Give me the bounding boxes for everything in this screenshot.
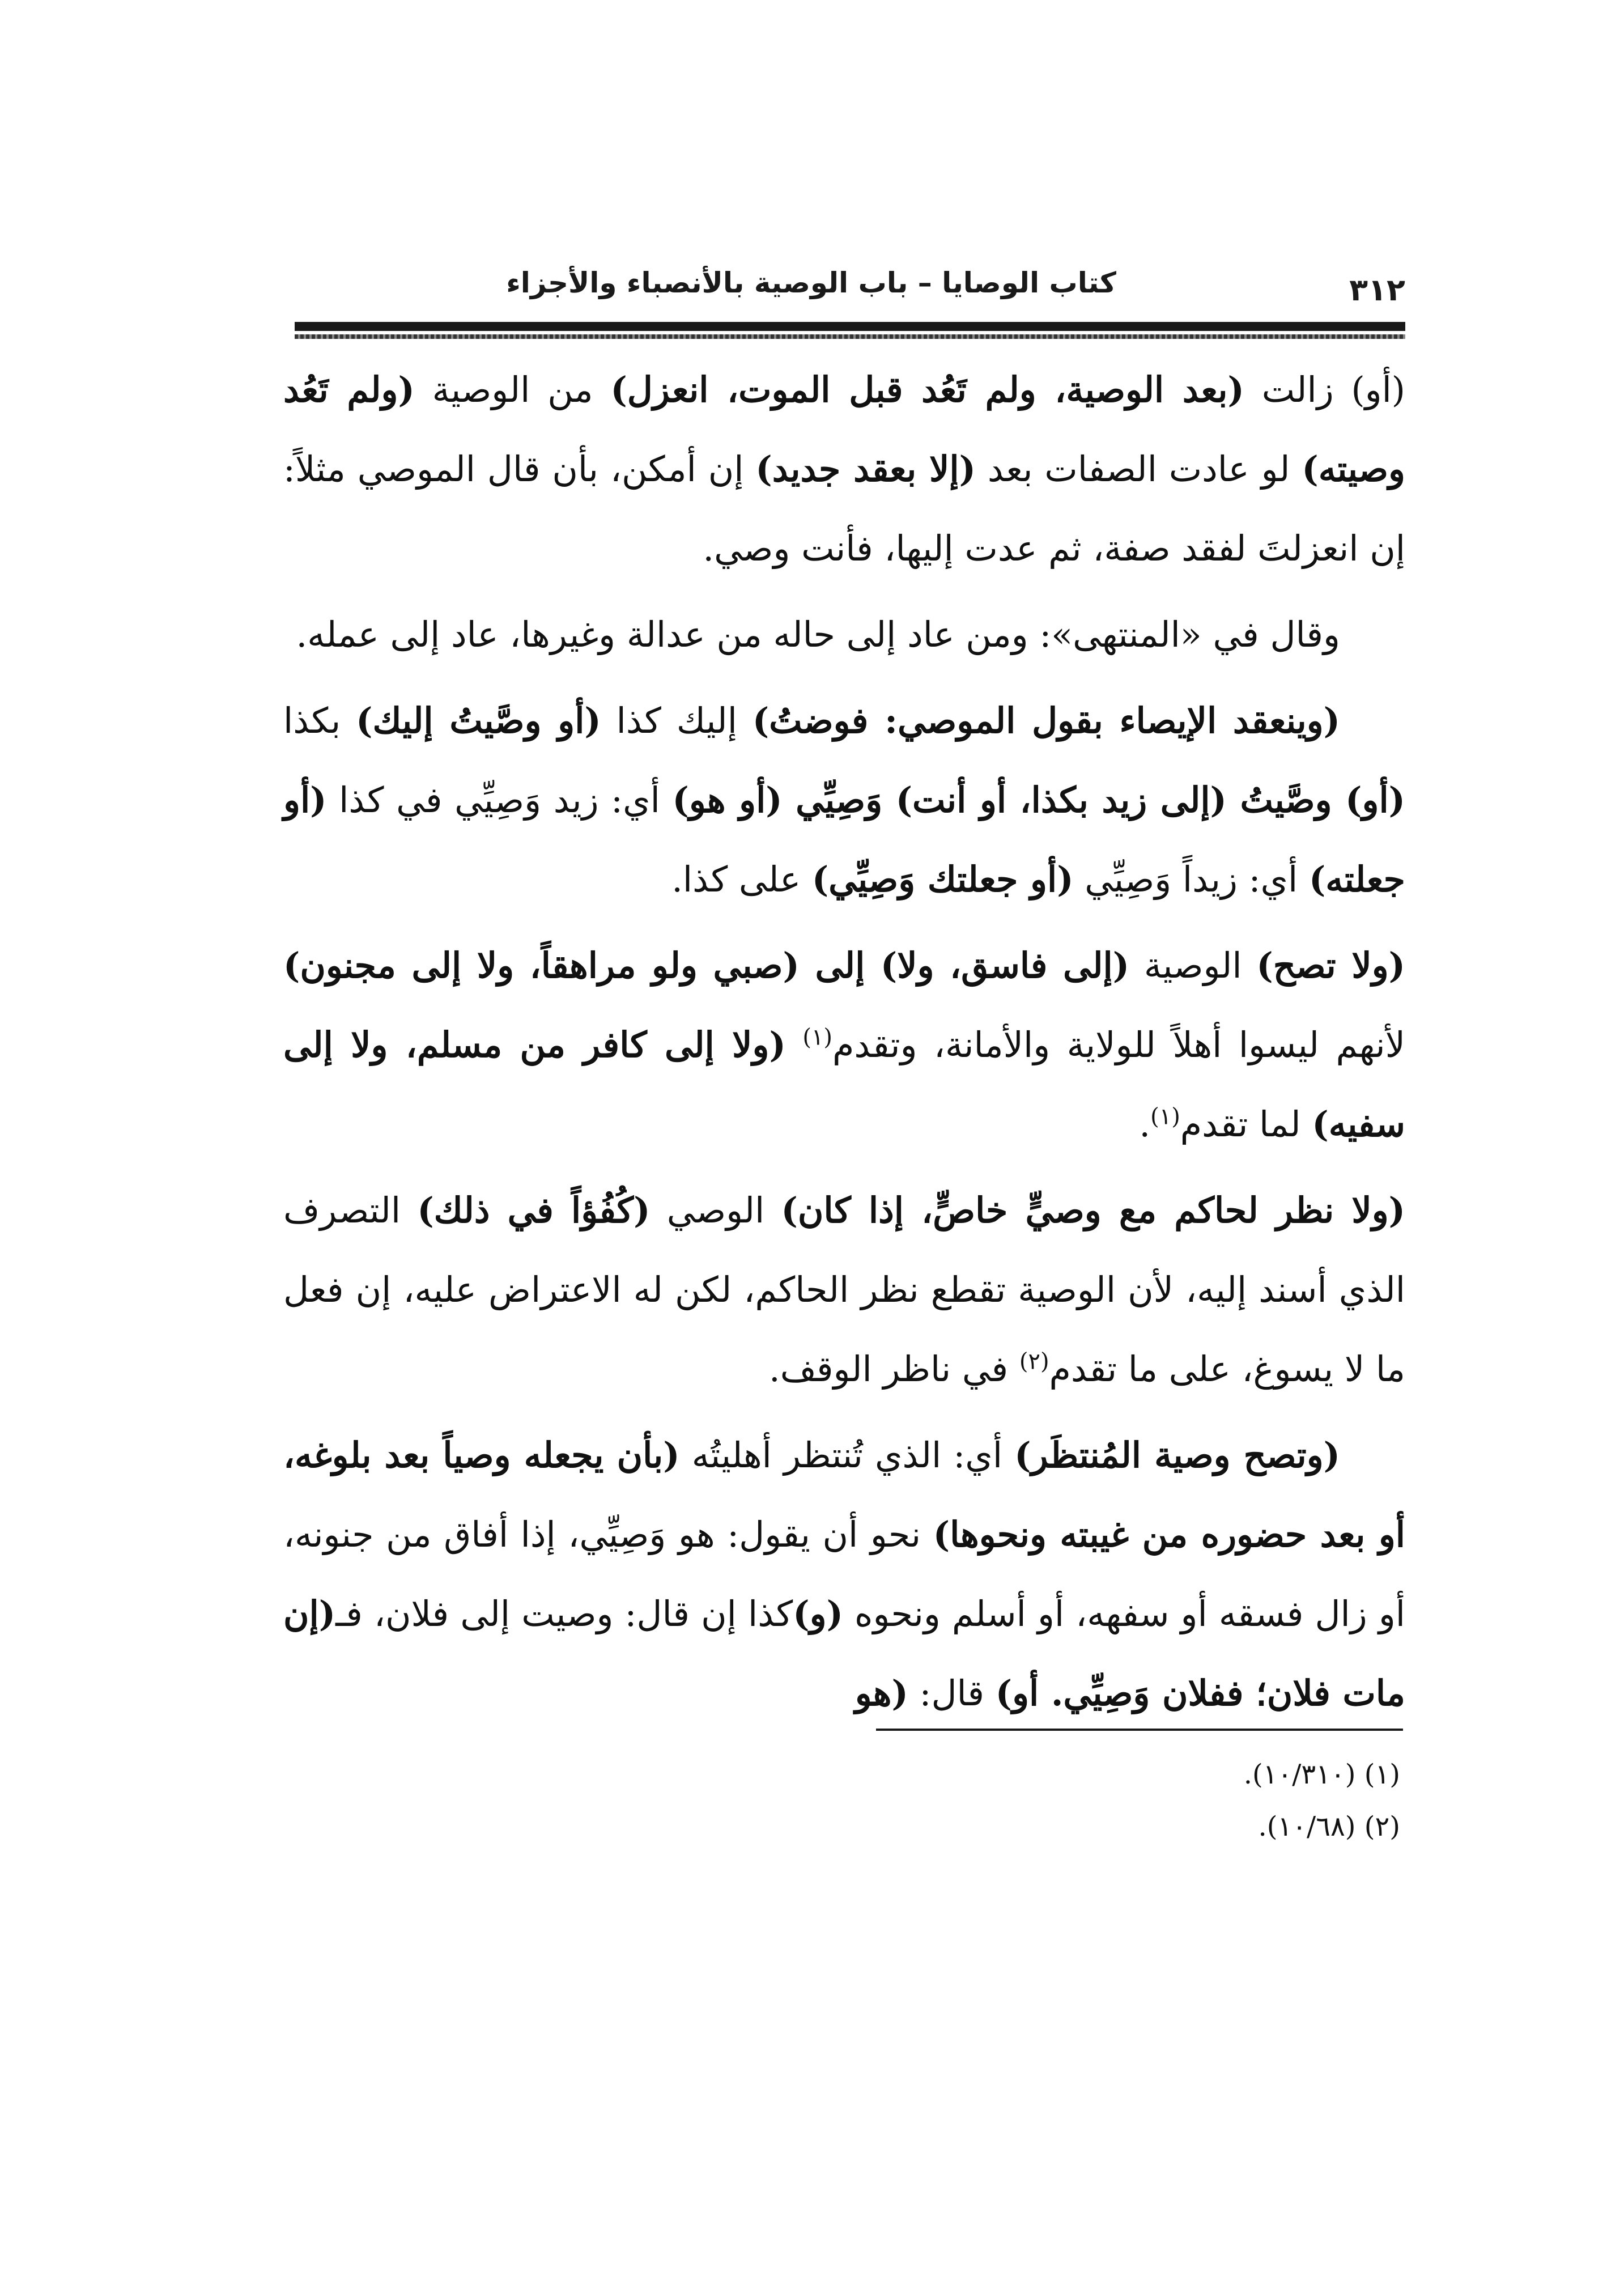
sharh-text: الوصي [650, 1190, 781, 1231]
matn-text: (وتصح وصية المُنتظَر) [1014, 1434, 1340, 1476]
sharh-text: لو عادت الصفات بعد [975, 448, 1302, 490]
header-rule [295, 322, 1405, 331]
header-rule-secondary [295, 334, 1405, 339]
matn-text: (ولم تَعُد وصيته) [283, 369, 1405, 490]
paragraph [283, 1171, 1405, 1409]
sharh-text: من الوصية [414, 369, 611, 410]
matn-text: (هو [854, 1672, 908, 1714]
sharh-text: نحو أن يقول: هو وَصِيِّي، إذا أفاق من جنونه، أو زال فسقه أو سفهه، أو أسلم ونحوه [283, 1514, 1406, 1634]
matn-text: (بأن يجعله وصياً بعد بلوغه، أو بعد حضوره من غيبته ونحوها) [283, 1434, 1405, 1555]
body-text [283, 350, 1405, 1740]
running-title: كتاب الوصايا – باب الوصية بالأنصباء والأجزاء [506, 266, 1116, 299]
footnote-2: (٢) (١٠/٦٨). [1258, 1811, 1400, 1842]
matn-text: (كُفُؤاً في ذلك) [417, 1190, 651, 1231]
paragraph [283, 350, 1405, 588]
page-number: ٣١٢ [1349, 272, 1405, 308]
sharh-text: الوصية [1129, 945, 1257, 986]
footnote-ref: (١) [1150, 1103, 1180, 1130]
paragraph [283, 926, 1405, 1164]
sharh-text: إليك كذا [601, 700, 753, 741]
sharh-text: أي: زيد وَصِيِّي في كذا [326, 779, 673, 821]
sharh-text: (أو) زالت [1244, 369, 1405, 410]
sharh-text: التصرف الذي أسند إليه، لأن الوصية تقطع نظر الحاكم، لكن له الاعتراض عليه، إن فعل ما لا يسوغ، على ما تقدم [283, 1190, 1405, 1390]
sharh-text: لما تقدم [1180, 1103, 1312, 1145]
matn-text: (أو) وصَّيتُ (إلى زيد بكذا، أو أنت) وَصِيِّي (أو هو) [672, 779, 1406, 821]
paragraph [283, 595, 1405, 674]
matn-text: (إلا بعقد جديد) [755, 448, 976, 490]
footnote-1: (١) (١٠/٣١٠). [1243, 1759, 1400, 1790]
paragraph [283, 1416, 1405, 1733]
matn-text: (إلى فاسق، ولا) إلى (صبي ولو مراهقاً، ولا إلى مجنون) [283, 945, 1130, 986]
matn-text: (ولا تصح) [1256, 945, 1405, 986]
sharh-text: لأنهم ليسوا أهلاً للولاية والأمانة، وتقدم [832, 1024, 1405, 1065]
matn-text: (ولا نظر لحاكم مع وصيٍّ خاصٍّ، إذا كان) [781, 1190, 1406, 1231]
matn-text: (و) [793, 1593, 843, 1634]
matn-text: (أو جعلته) [283, 779, 1405, 900]
footnote-ref: (٢) [1019, 1348, 1049, 1375]
matn-text: (أو جعلتك وَصِيِّي) [811, 859, 1074, 900]
sharh-text: أي: زيداً وَصِيِّي [1073, 859, 1309, 900]
footnote-ref: (١) [802, 1024, 833, 1051]
sharh-text: بكذا [283, 700, 356, 741]
sharh-text: إن أمكن، بأن قال الموصي مثلاً: إن انعزلتَ لفقد صفة، ثم عدت إليها، فأنت وصي. [283, 448, 1405, 569]
sharh-text: أي: الذي تُنتظر أهليتُه [679, 1434, 1015, 1476]
matn-text: (بعد الوصية، ولم تَعُد قبل الموت، انعزل) [610, 369, 1244, 410]
sharh-text: . [1139, 1103, 1151, 1145]
page-header [295, 249, 1405, 312]
paragraph [283, 681, 1405, 919]
matn-text: (وينعقد الإيصاء بقول الموصي: فوضتُ) [752, 700, 1340, 741]
sharh-text [786, 1024, 803, 1065]
sharh-text: قال: [908, 1672, 996, 1714]
sharh-text: وقال في «المنتهى»: ومن عاد إلى حاله من عدالة وغيرها، عاد إلى عمله. [296, 614, 1340, 655]
footnote-separator [876, 1729, 1403, 1731]
sharh-text: على كذا. [671, 859, 812, 900]
matn-text: (إن مات فلان؛ ففلان وَصِيِّي. أو) [283, 1593, 1405, 1714]
sharh-text: في ناظر الوقف. [769, 1348, 1019, 1390]
footnotes [324, 1748, 1400, 1853]
matn-text: (أو وصَّيتُ إليك) [356, 700, 601, 741]
matn-text: (ولا إلى كافر من مسلم، ولا إلى سفيه) [283, 1024, 1405, 1145]
sharh-text: كذا إن قال: وصيت إلى فلان، فـ [335, 1593, 793, 1634]
